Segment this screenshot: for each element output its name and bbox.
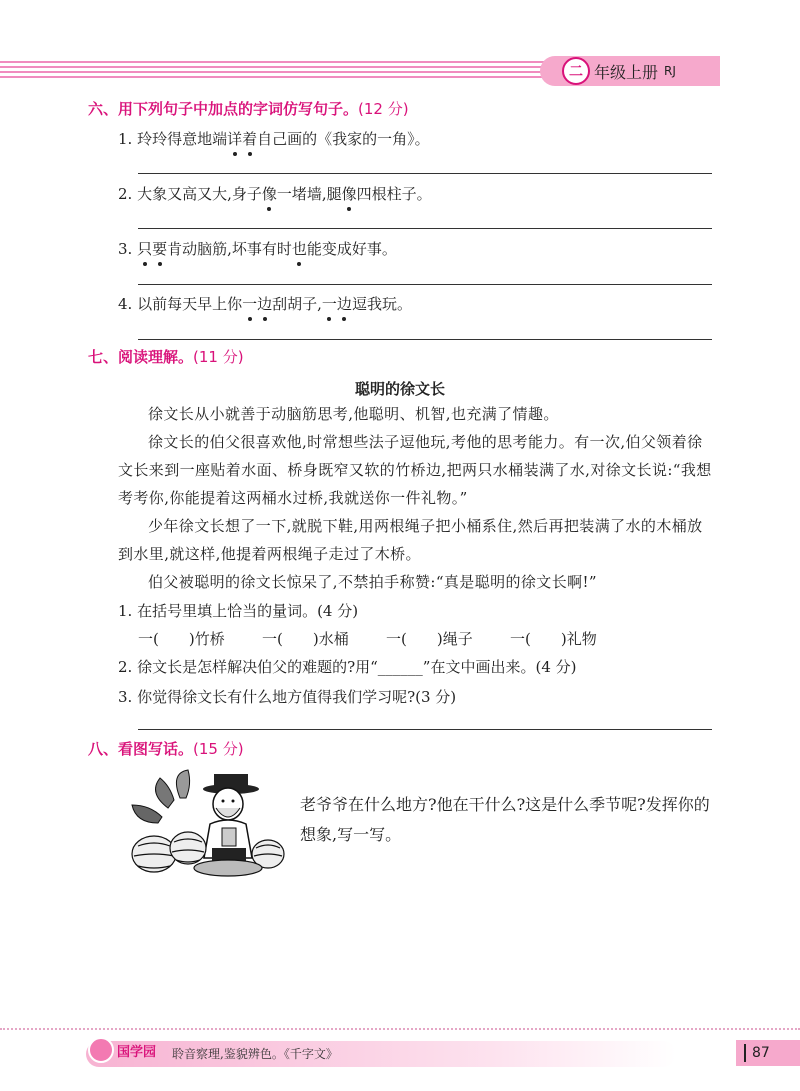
header-stripes [0, 61, 560, 81]
blank-bamboo-bridge[interactable]: 一( )竹桥 [138, 630, 225, 648]
s6-item-3: 3. 只要肯动脑筋,坏事有时也能变成好事。 [118, 240, 397, 258]
answer-line[interactable] [138, 339, 712, 340]
answer-line[interactable] [138, 284, 712, 285]
answer-line[interactable] [138, 729, 712, 730]
grade-badge: 二 [562, 57, 590, 85]
s6-item-2: 2. 大象又高又大,身子像一堵墙,腿像四根柱子。 [118, 185, 432, 203]
s6-item-1: 1. 玲玲得意地端详着自己画的《我家的一角》。 [118, 130, 430, 148]
measure-word-blanks[interactable] [138, 628, 634, 649]
writing-prompt: 老爷爷在什么地方?他在干什么?这是什么季节呢?发挥你的想象,写一写。 [300, 795, 710, 844]
s7-question-2: 2. 徐文长是怎样解决伯父的难题的?用“______”在文中画出来。(4 分) [118, 658, 577, 676]
section6-title: 六、用下列句子中加点的字词仿写句子。(12 分) [88, 100, 409, 118]
answer-line[interactable] [138, 173, 712, 174]
footer-dotted-rule [0, 1028, 800, 1030]
story-paragraph: 少年徐文长想了一下,就脱下鞋,用两根绳子把小桶系住,然后再把装满了水的木桶放到水里,就这样,他提着两根绳子走过了木桥。 [118, 517, 703, 563]
s7-question-1: 1. 在括号里填上恰当的量词。(4 分) [118, 602, 359, 620]
blank-rope[interactable]: 一( )绳子 [386, 630, 473, 648]
answer-line[interactable] [138, 228, 712, 229]
footer-quote: 聆音察理,鉴貌辨色。《千字文》 [172, 1047, 338, 1061]
blank-gift[interactable]: 一( )礼物 [510, 630, 597, 648]
section7-title: 七、阅读理解。(11 分) [88, 348, 244, 366]
blank-bucket[interactable]: 一( )水桶 [262, 630, 349, 648]
old-man-watermelon-illustration [128, 768, 286, 878]
grade-tab [540, 56, 720, 86]
s6-item-4: 4. 以前每天早上你一边刮胡子,一边逗我玩。 [118, 295, 412, 313]
story-paragraph: 徐文长从小就善于动脑筋思考,他聪明、机智,也充满了情趣。 [148, 405, 559, 423]
grade-text: 年级上册 [594, 62, 659, 82]
edition-label: RJ [664, 64, 676, 78]
page-number: 87 [736, 1040, 800, 1066]
mascot-icon [88, 1037, 114, 1063]
story-paragraph: 徐文长的伯父很喜欢他,时常想些法子逗他玩,考他的思考能力。有一次,伯父领着徐文长来到一座贴着水面、桥身既窄又软的竹桥边,把两只水桶装满了水,对徐文长说:“我想考考你,你能提着这两桶水过桥,我就送你一件礼物。” [118, 433, 712, 507]
s7-question-3: 3. 你觉得徐文长有什么地方值得我们学习呢?(3 分) [118, 688, 457, 706]
story-paragraph: 伯父被聪明的徐文长惊呆了,不禁拍手称赞:“真是聪明的徐文长啊!” [148, 573, 597, 591]
story-title: 聪明的徐文长 [354, 380, 445, 398]
footer-logo: 国学园 [88, 1036, 156, 1064]
section8-title: 八、看图写话。(15 分) [88, 740, 244, 758]
